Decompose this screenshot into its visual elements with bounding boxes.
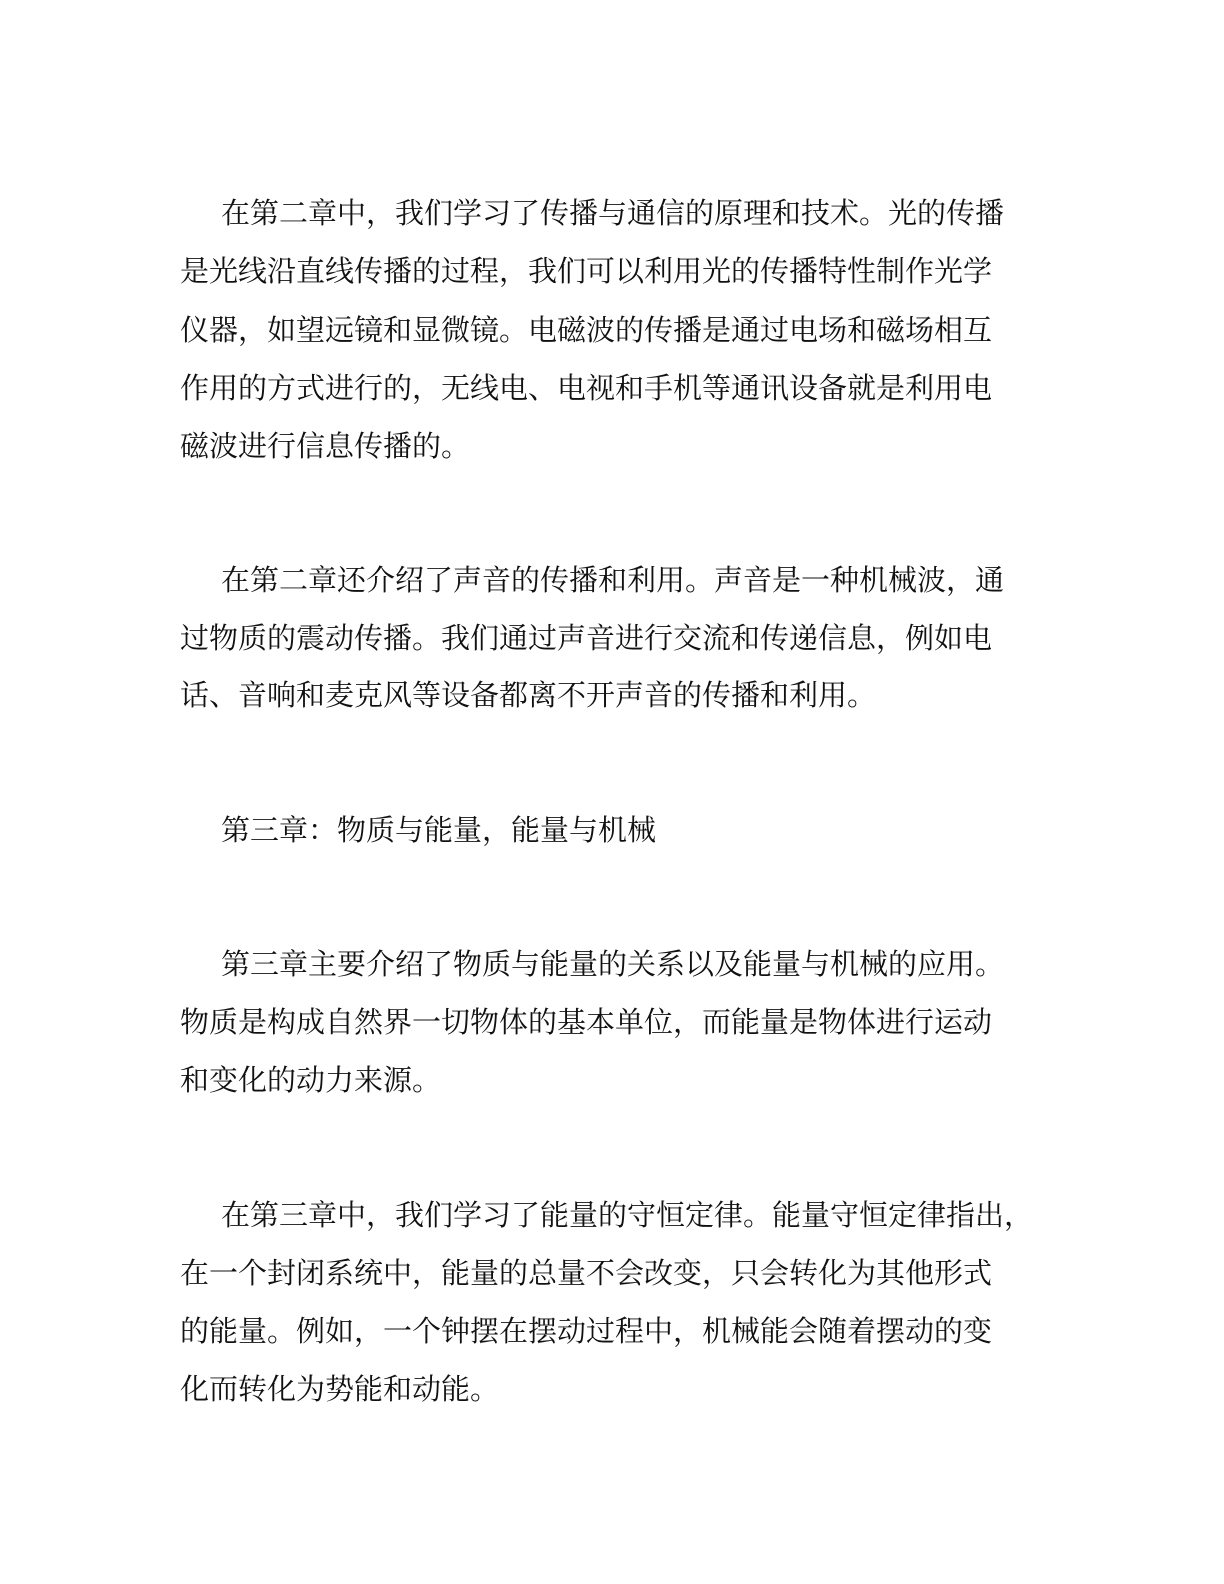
paragraph-5-line-2: 在一个封闭系统中，能量的总量不会改变，只会转化为其他形式 <box>180 1256 993 1290</box>
paragraph-2-line-3: 话、音响和麦克风等设备都离不开声音的传播和利用。 <box>180 678 877 712</box>
paragraph-2-line-2: 过物质的震动传播。我们通过声音进行交流和传递信息，例如电 <box>180 621 993 655</box>
paragraph-1-line-1: 在第二章中，我们学习了传播与通信的原理和技术。光的传播 <box>221 196 1005 230</box>
paragraph-4-line-2: 物质是构成自然界一切物体的基本单位，而能量是物体进行运动 <box>180 1005 993 1039</box>
chapter-heading: 第三章：物质与能量，能量与机械 <box>221 813 657 847</box>
paragraph-1-line-2: 是光线沿直线传播的过程，我们可以利用光的传播特性制作光学 <box>180 254 993 288</box>
paragraph-2-line-1: 在第二章还介绍了声音的传播和利用。声音是一种机械波，通 <box>221 563 1005 597</box>
paragraph-1-line-3: 仪器，如望远镜和显微镜。电磁波的传播是通过电场和磁场相互 <box>180 313 993 347</box>
paragraph-1-line-5: 磁波进行信息传播的。 <box>180 429 471 463</box>
paragraph-5-line-4: 化而转化为势能和动能。 <box>180 1372 500 1406</box>
paragraph-4-line-1: 第三章主要介绍了物质与能量的关系以及能量与机械的应用。 <box>221 947 1005 981</box>
paragraph-4-line-3: 和变化的动力来源。 <box>180 1063 442 1097</box>
paragraph-5-line-1: 在第三章中，我们学习了能量的守恒定律。能量守恒定律指出， <box>221 1198 1034 1232</box>
paragraph-5-line-3: 的能量。例如，一个钟摆在摆动过程中，机械能会随着摆动的变 <box>180 1314 993 1348</box>
paragraph-1-line-4: 作用的方式进行的，无线电、电视和手机等通讯设备就是利用电 <box>180 371 993 405</box>
